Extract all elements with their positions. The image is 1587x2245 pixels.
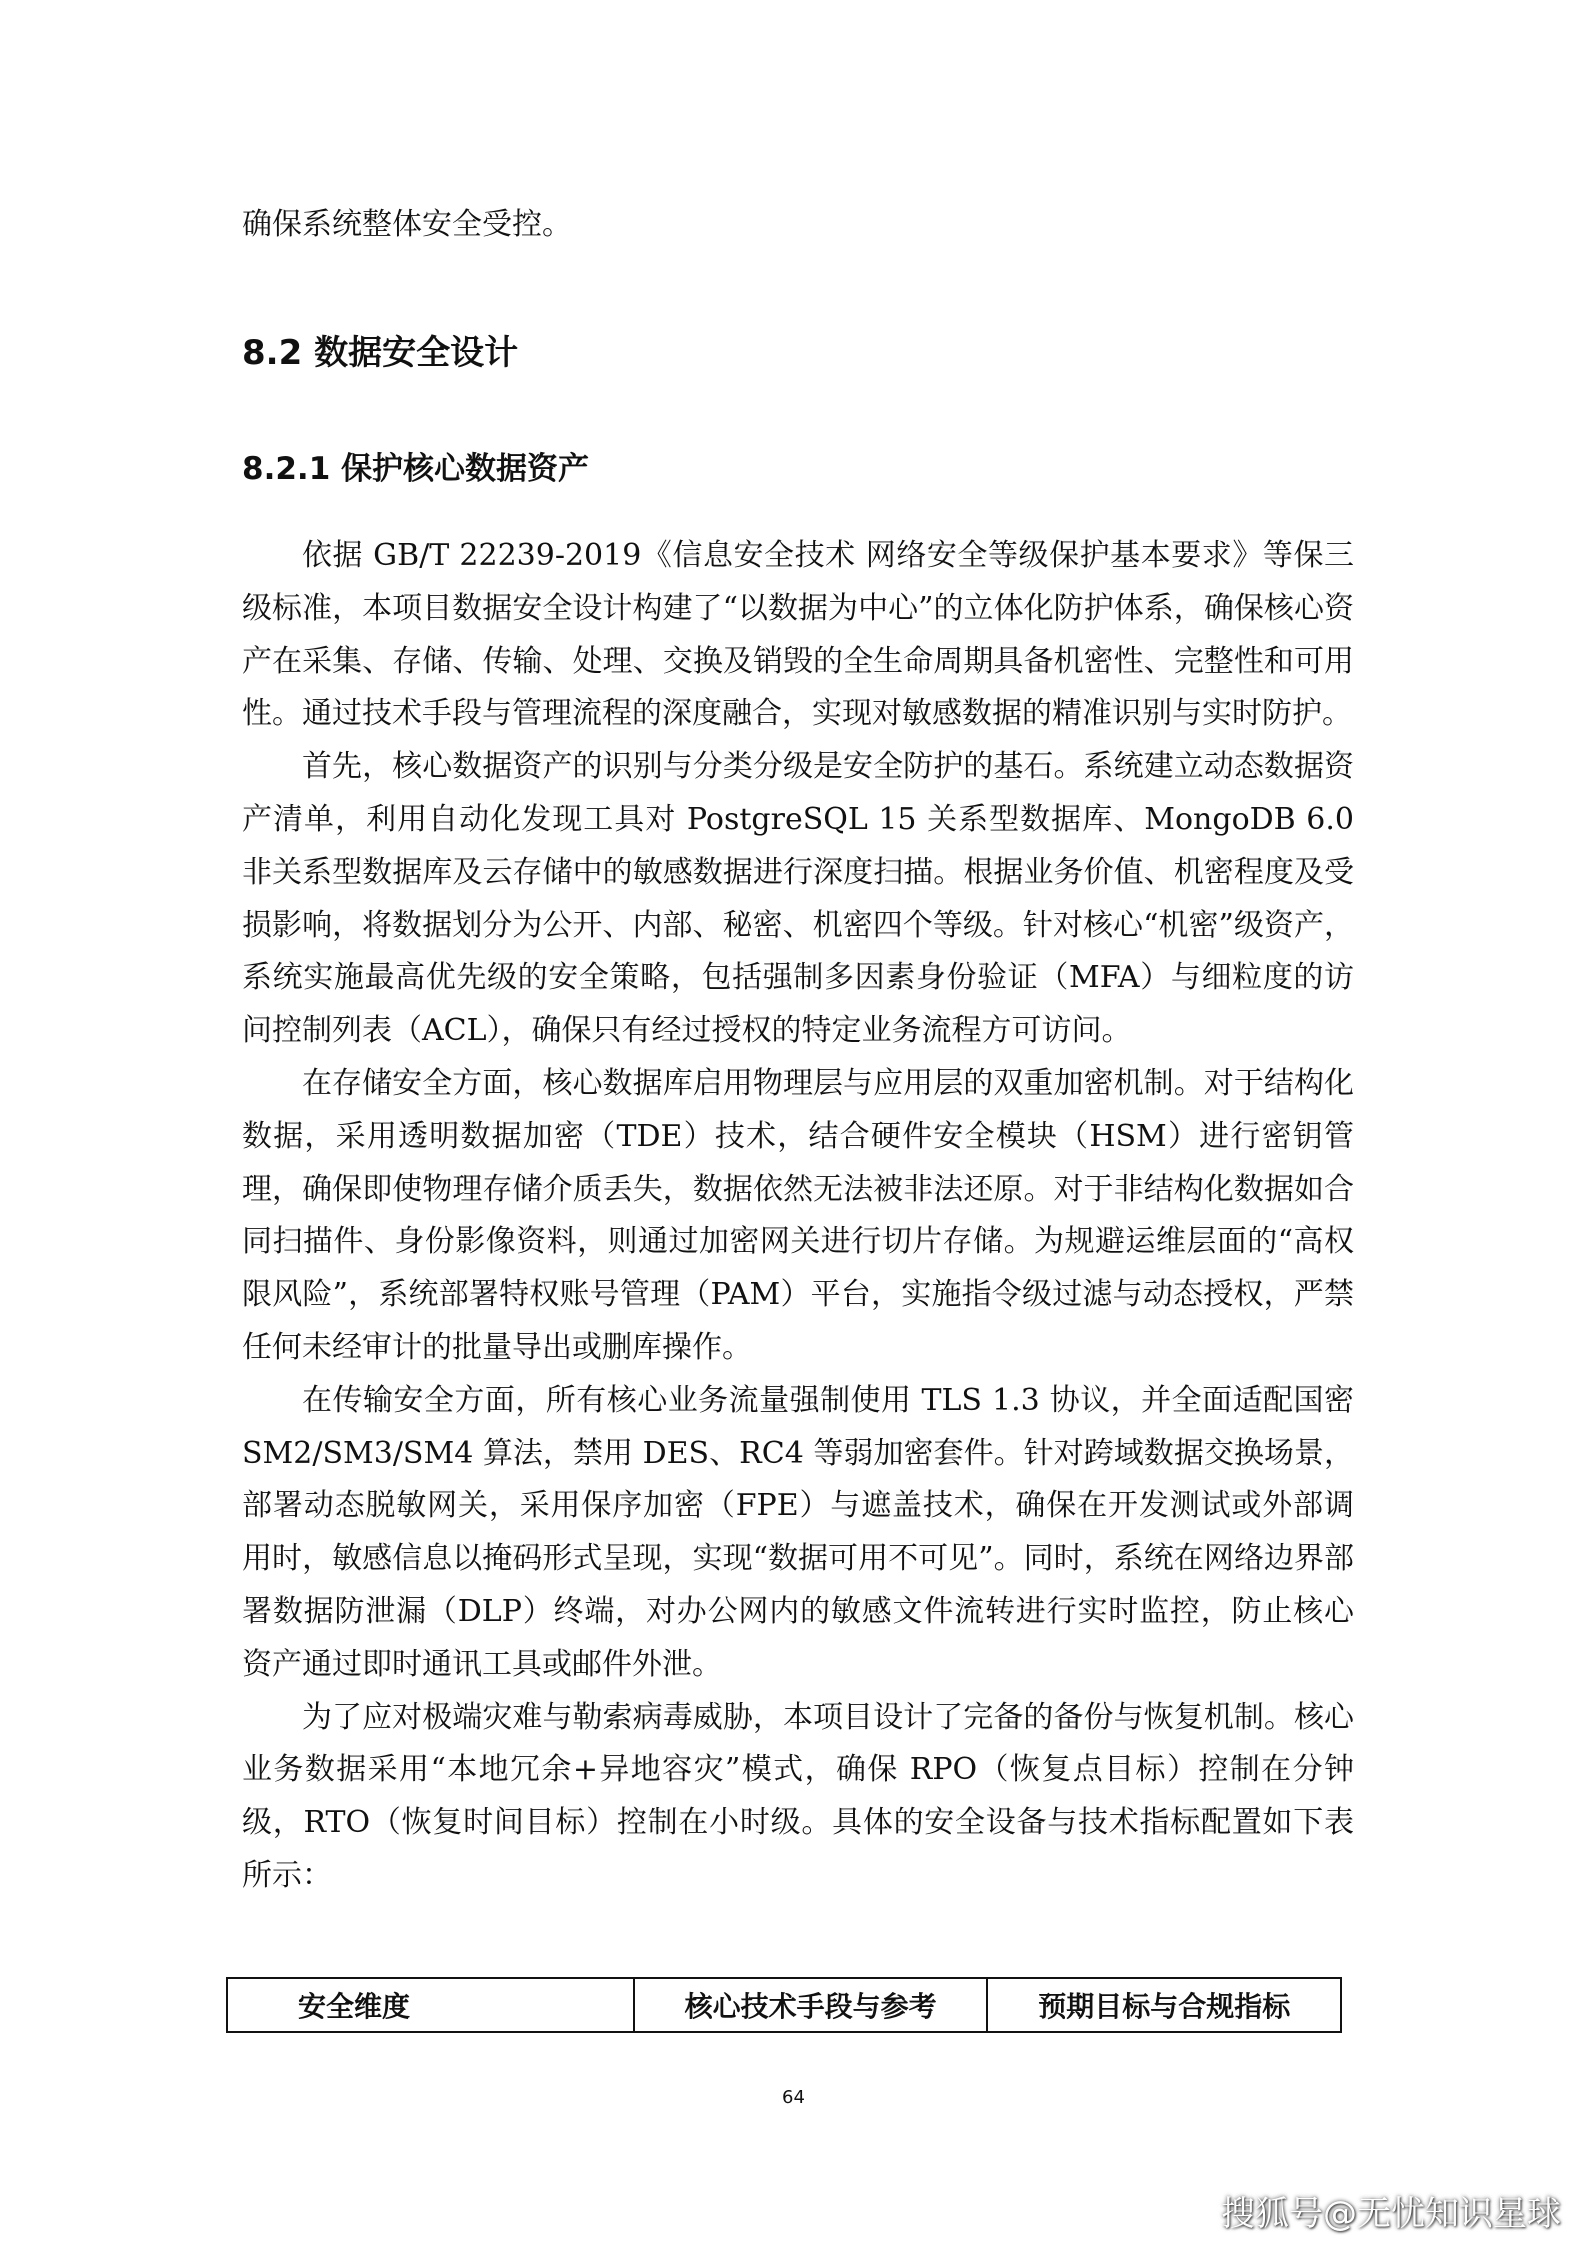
paragraph: 在存储安全方面，核心数据库启用物理层与应用层的双重加密机制。对于结构化数据，采用透明数据加密（TDE）技术，结合硬件安全模块（HSM）进行密钥管理，确保即使物理存储介质丢失，数据依然无法被非法还原。对于非结构化数据如合同扫描件、身份影像资料，则通过加密网关进行切片存储。为规避运维层面的“高权限风险”，系统部署特权账号管理（PAM）平台，实施指令级过滤与动态授权，严禁任何未经审计的批量导出或删库操作。 — [242, 1065, 1354, 1365]
watermark-text: 搜狐号@无忧知识星球 — [1221, 2194, 1561, 2234]
paragraph: 为了应对极端灾难与勒索病毒威胁，本项目设计了完备的备份与恢复机制。核心业务数据采用“本地冗余+异地容灾”模式，确保 RPO（恢复点目标）控制在分钟级，RTO（恢复时间目标）控制在小时级。具体的安全设备与技术指标配置如下表所示： — [242, 1699, 1354, 1893]
table-header-row — [227, 1978, 1341, 2032]
table-header-cell: 预期目标与合规指标 — [987, 1978, 1341, 2032]
subsection-heading: 8.2.1 保护核心数据资产 — [242, 451, 590, 487]
security-spec-table — [226, 1977, 1342, 2033]
table-header-cell: 核心技术手段与参考 — [634, 1978, 988, 2032]
page-number: 64 — [782, 2087, 805, 2108]
section-heading: 8.2 数据安全设计 — [242, 333, 519, 373]
table-header-cell: 安全维度 — [227, 1978, 634, 2032]
body-text — [242, 530, 1354, 1903]
paragraph: 首先，核心数据资产的识别与分类分级是安全防护的基石。系统建立动态数据资产清单，利用自动化发现工具对 PostgreSQL 15 关系型数据库、MongoDB 6.0 非关系型数据库及云存储中的敏感数据进行深度扫描。根据业务价值、机密程度及受损影响，将数据划分为公开、内部、秘密、机密四个等级。针对核心“机密”级资产，系统实施最高优先级的安全策略，包括强制多因素身份验证（MFA）与细粒度的访问控制列表（ACL），确保只有经过授权的特定业务流程方可访问。 — [242, 749, 1354, 1049]
paragraph: 依据 GB/T 22239-2019《信息安全技术 网络安全等级保护基本要求》等保三级标准，本项目数据安全设计构建了“以数据为中心”的立体化防护体系，确保核心资产在采集、存储、传输、处理、交换及销毁的全生命周期具备机密性、完整性和可用性。通过技术手段与管理流程的深度融合，实现对敏感数据的精准识别与实时防护。 — [242, 538, 1354, 732]
continuation-text: 确保系统整体安全受控。 — [242, 207, 572, 242]
paragraph: 在传输安全方面，所有核心业务流量强制使用 TLS 1.3 协议，并全面适配国密 SM2/SM3/SM4 算法，禁用 DES、RC4 等弱加密套件。针对跨域数据交换场景，部署动态脱敏网关，采用保序加密（FPE）与遮盖技术，确保在开发测试或外部调用时，敏感信息以掩码形式呈现，实现“数据可用不可见”。同时，系统在网络边界部署数据防泄漏（DLP）终端，对办公网内的敏感文件流转进行实时监控，防止核心资产通过即时通讯工具或邮件外泄。 — [242, 1382, 1354, 1682]
